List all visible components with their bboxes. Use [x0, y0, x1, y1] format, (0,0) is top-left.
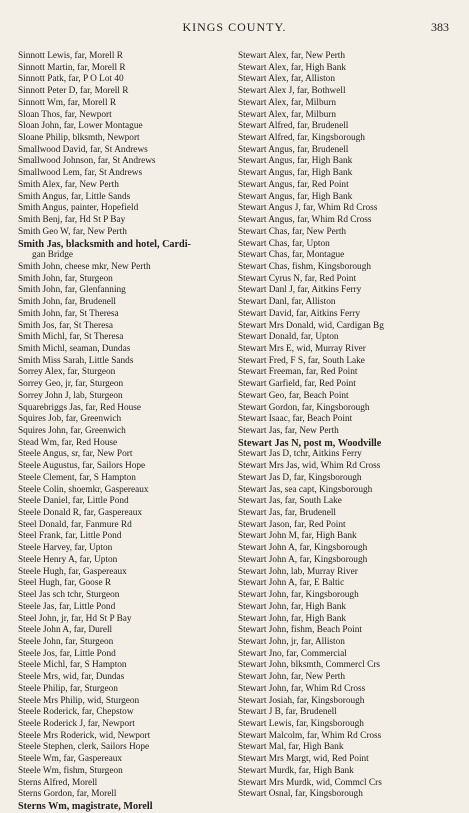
directory-entry: Stewart John, far, New Perth	[238, 672, 346, 683]
directory-entry: Stewart Angus, far, Whim Rd Cross	[238, 215, 372, 226]
directory-entry: Steele Jas, far, Little Pond	[18, 601, 116, 612]
directory-entry: Stewart Chas, fishm, Kingsborough	[238, 261, 371, 272]
directory-entry: Stewart Angus, far, Brudenell	[238, 144, 349, 155]
directory-entry: Steele Philip, far, Sturgeon	[18, 683, 118, 694]
directory-entry: Smallwood David, far, St Andrews	[18, 144, 148, 155]
directory-entry: Stewart Mrs Donald, wid, Cardigan Bg	[238, 320, 384, 331]
directory-entry: Stewart Alex, far, Milburn	[238, 97, 336, 108]
directory-entry: Stewart John, jr, far, Alliston	[238, 636, 345, 647]
directory-entry: gan Bridge	[32, 250, 74, 261]
directory-entry: Steele Hugh, far, Gaspereaux	[18, 566, 127, 577]
directory-entry: Stewart John A, far, Kingsborough	[238, 554, 368, 565]
directory-entry: Stewart Jas, far, Brudenell	[238, 508, 336, 519]
directory-entry: Smith Alex, far, New Perth	[18, 179, 119, 190]
directory-entry: Stewart Jas, far, New Perth	[238, 426, 339, 436]
directory-entry: Stewart Jas D, far, Kingsborough	[238, 472, 362, 483]
directory-entry: Stewart Angus J, far, Whim Rd Cross	[238, 203, 378, 214]
directory-entry: Stewart David, far, Aitkins Ferry	[238, 308, 361, 319]
directory-entry: Smith John, far, Brudenell	[18, 297, 117, 308]
directory-entry: Smith Angus, far, Little Sands	[18, 191, 131, 202]
directory-entry: Stewart Cyrus N, far, Red Point	[238, 273, 357, 284]
directory-entry: Steele Roderick J, far, Newport	[18, 718, 135, 729]
directory-entry: Squires John, far, Greenwich	[18, 426, 126, 436]
directory-entry: Sterns Gordon, far, Morell	[18, 789, 117, 800]
directory-entry: Stewart Mrs Jas, wid, Whim Rd Cross	[238, 461, 381, 472]
directory-entry: Stewart Mrs Murdk, wid, Commcl Crs	[238, 777, 382, 788]
directory-entry: Steel Frank, far, Little Pond	[18, 531, 122, 542]
directory-entry: Sinnott Lewis, far, Morell R	[18, 51, 123, 61]
directory-entry: Stewart John, far, Kingsborough	[238, 590, 359, 601]
directory-entry: Steele John A, far, Durell	[18, 625, 113, 636]
directory-entry: Stewart Angus, far, High Bank	[238, 156, 353, 167]
directory-entry: Smith Angus, painter, Hopefield	[18, 203, 139, 214]
page-title: KINGS COUNTY.	[182, 20, 287, 34]
directory-entry: Stewart Jas, sea capt, Kingsborough	[238, 484, 373, 495]
directory-entry: Steele Roderick, far, Chepstow	[18, 707, 134, 718]
directory-entry: Smith John, far, St Theresa	[18, 308, 119, 319]
directory-entry: Steele John, far, Sturgeon	[18, 636, 114, 647]
directory-entry: Sloan John, far, Lower Montague	[18, 121, 143, 132]
directory-entry: Smith John, cheese mkr, New Perth	[18, 261, 151, 272]
directory-entry: Stewart Lewis, far, Kingsborough	[238, 718, 364, 729]
directory-entry: Sloane Philip, blksmth, Newport	[18, 133, 140, 144]
directory-entry: Stewart Mal, far, High Bank	[238, 742, 344, 753]
directory-entry: Steele Mrs, wid, far, Dundas	[18, 672, 125, 683]
page-number: 383	[431, 20, 449, 34]
directory-entry: Stewart Isaac, far, Beach Point	[238, 414, 353, 425]
directory-entry: Smith John, far, Sturgeon	[18, 273, 113, 284]
directory-entry: Smallwood Lem, far, St Andrews	[18, 168, 143, 179]
directory-entry: Sorrey Alex, far, Sturgeon	[18, 367, 116, 378]
directory-entry: Stewart Mrs Margt, wid, Red Point	[238, 754, 369, 765]
directory-entry: Steele Henry A, far, Upton	[18, 554, 118, 565]
directory-entry: Stewart Fred, F S, far, South Lake	[238, 355, 365, 366]
directory-entry: Stewart John, fishm, Beach Point	[238, 625, 362, 636]
directory-entry: Stewart Freeman, far, Red Point	[238, 367, 358, 378]
directory-entry: Smallwood Johnson, far, St Andrews	[18, 156, 156, 167]
directory-entry: Stewart Malcolm, far, Whim Rd Cross	[238, 730, 382, 741]
directory-entry: Stewart John, blksmth, Commercl Crs	[238, 660, 381, 671]
directory-entry: Squarebriggs Jas, far, Red House	[18, 402, 142, 413]
directory-entry: Steel Jas sch tchr, Sturgeon	[18, 590, 120, 601]
directory-entry: Stewart John, lab, Murray River	[238, 566, 358, 577]
directory-entry: Stewart Geo, far, Beach Point	[238, 390, 349, 401]
directory-entry: Steel John, jr, far, Hd St P Bay	[18, 613, 132, 624]
directory-entry: Smith Michl, seaman, Dundas	[18, 343, 131, 354]
directory-entry: Stewart Jas, far, South Lake	[238, 496, 342, 507]
directory-entry: Sinnott Peter D, far, Morell R	[18, 86, 129, 97]
directory-entry: Stewart John A, far, E Baltic	[238, 578, 345, 589]
directory-entry: Stewart Alfred, far, Kingsborough	[238, 133, 365, 144]
directory-entry: Steele Stephen, clerk, Sailors Hope	[18, 742, 150, 753]
directory-entry: Steele Wm, far, Gaspereaux	[18, 754, 122, 765]
page-header	[0, 20, 469, 36]
directory-entry: Smith Michl, far, St Theresa	[18, 332, 124, 343]
right-column	[238, 51, 460, 801]
directory-entry: Steele Augustus, far, Sailors Hope	[18, 461, 146, 472]
directory-entry: Smith Geo W, far, New Perth	[18, 226, 127, 237]
directory-entry: Stead Wm, far, Red House	[18, 437, 118, 448]
directory-entry: Steele Mrs Roderick, wid, Newport	[18, 730, 151, 741]
directory-entry: Steel Donald, far, Fanmure Rd	[18, 519, 132, 530]
directory-entry: Stewart Chas, far, New Perth	[238, 226, 347, 237]
directory-entry: Sorrey Geo, jr, far, Sturgeon	[18, 379, 124, 390]
directory-entry: Stewart Alex, far, Alliston	[238, 74, 335, 85]
directory-entry: Smith Miss Sarah, Little Sands	[18, 355, 134, 366]
directory-entry: Stewart Mrs E, wid, Murray River	[238, 343, 366, 354]
directory-entry: Steele Angus, sr, far, New Port	[18, 449, 133, 460]
directory-entry: Sinnott Martin, far, Morell R	[18, 62, 126, 73]
directory-entry: Stewart John M, far, High Bank	[238, 531, 357, 542]
directory-entry: Stewart Angus, far, Red Point	[238, 179, 349, 190]
directory-entry: Smith Jos, far, St Theresa	[18, 320, 113, 331]
directory-entry: Sorrey John J, lab, Sturgeon	[18, 390, 123, 401]
directory-entry: Stewart John, far, High Bank	[238, 613, 347, 624]
directory-entry: Steel Hugh, far, Goose R	[18, 578, 112, 589]
directory-entry: Sterns Wm, magistrate, Morell	[18, 801, 153, 812]
directory-entry: Steele Donald R, far, Gaspereaux	[18, 508, 143, 519]
directory-entry: Stewart Danl J, far, Aitkins Ferry	[238, 285, 362, 296]
directory-entry: Sloan Thos, far, Newport	[18, 109, 112, 120]
directory-entry: Stewart Chas, far, Upton	[238, 238, 330, 249]
directory-entry: Steele Michl, far, S Hampton	[18, 660, 127, 671]
directory-entry: Stewart Garfield, far, Red Point	[238, 379, 356, 390]
directory-entry: Smith John, far, Glenfanning	[18, 285, 126, 296]
directory-entry: Stewart Alfred, far, Brudenell	[238, 121, 349, 132]
directory-entry: Steele Daniel, far, Little Pond	[18, 496, 129, 507]
directory-entry: Stewart Chas, far, Montague	[238, 250, 345, 261]
directory-entry: Stewart Donald, far, Upton	[238, 332, 339, 343]
directory-entry: Stewart Osnal, far, Kingsborough	[238, 789, 363, 800]
directory-entry: Stewart John, far, Whim Rd Cross	[238, 683, 366, 694]
directory-entry: Stewart John, far, High Bank	[238, 601, 347, 612]
directory-entry: Stewart Danl, far, Alliston	[238, 297, 336, 308]
directory-entry: Stewart Alex, far, High Bank	[238, 62, 347, 73]
directory-entry: Stewart Jas D, tchr, Aitkins Ferry	[238, 449, 362, 460]
left-column	[18, 51, 230, 813]
directory-entry: Stewart J B, far, Brudenell	[238, 707, 337, 718]
directory-entry: Sinnott Wm, far, Morell R	[18, 97, 117, 108]
directory-entry: Stewart Angus, far, High Bank	[238, 191, 353, 202]
directory-entry: Sterns Alfred, Morell	[18, 777, 98, 788]
directory-entry: Steele Mrs Philip, wid, Sturgeon	[18, 695, 140, 706]
directory-entry: Sinnott Patk, far, P O Lot 40	[18, 74, 124, 85]
directory-entry: Squires Job, far, Greenwich	[18, 414, 122, 425]
directory-entry: Stewart Gordon, far, Kingsborough	[238, 402, 370, 413]
directory-entry: Stewart Josiah, far, Kingsborough	[238, 695, 365, 706]
directory-entry: Steele Harvey, far, Upton	[18, 543, 113, 554]
directory-entry: Stewart Jas N, post m, Woodville	[238, 437, 382, 449]
directory-entry: Stewart Alex, far, New Perth	[238, 51, 346, 61]
directory-entry: Stewart Jason, far, Red Point	[238, 519, 346, 530]
directory-entry: Stewart John A, far, Kingsborough	[238, 543, 368, 554]
directory-entry: Stewart Jno, far, Commercial	[238, 648, 347, 659]
directory-entry: Steele Jos, far, Little Pond	[18, 648, 116, 659]
directory-entry: Steele Wm, fishm, Sturgeon	[18, 765, 123, 776]
directory-entry: Steele Colin, shoemkr, Gaspereaux	[18, 484, 149, 495]
directory-entry: Stewart Angus, far, High Bank	[238, 168, 353, 179]
directory-entry: Smith Benj, far, Hd St P Bay	[18, 215, 126, 226]
directory-entry: Stewart Alex J, far, Bothwell	[238, 86, 346, 97]
directory-entry: Smith Jas, blacksmith and hotel, Cardi-	[18, 238, 191, 250]
directory-entry: Steele Clement, far, S Hampton	[18, 472, 136, 483]
directory-entry: Stewart Murdk, far, High Bank	[238, 765, 354, 776]
directory-entry: Stewart Alex, far, Milburn	[238, 109, 336, 120]
